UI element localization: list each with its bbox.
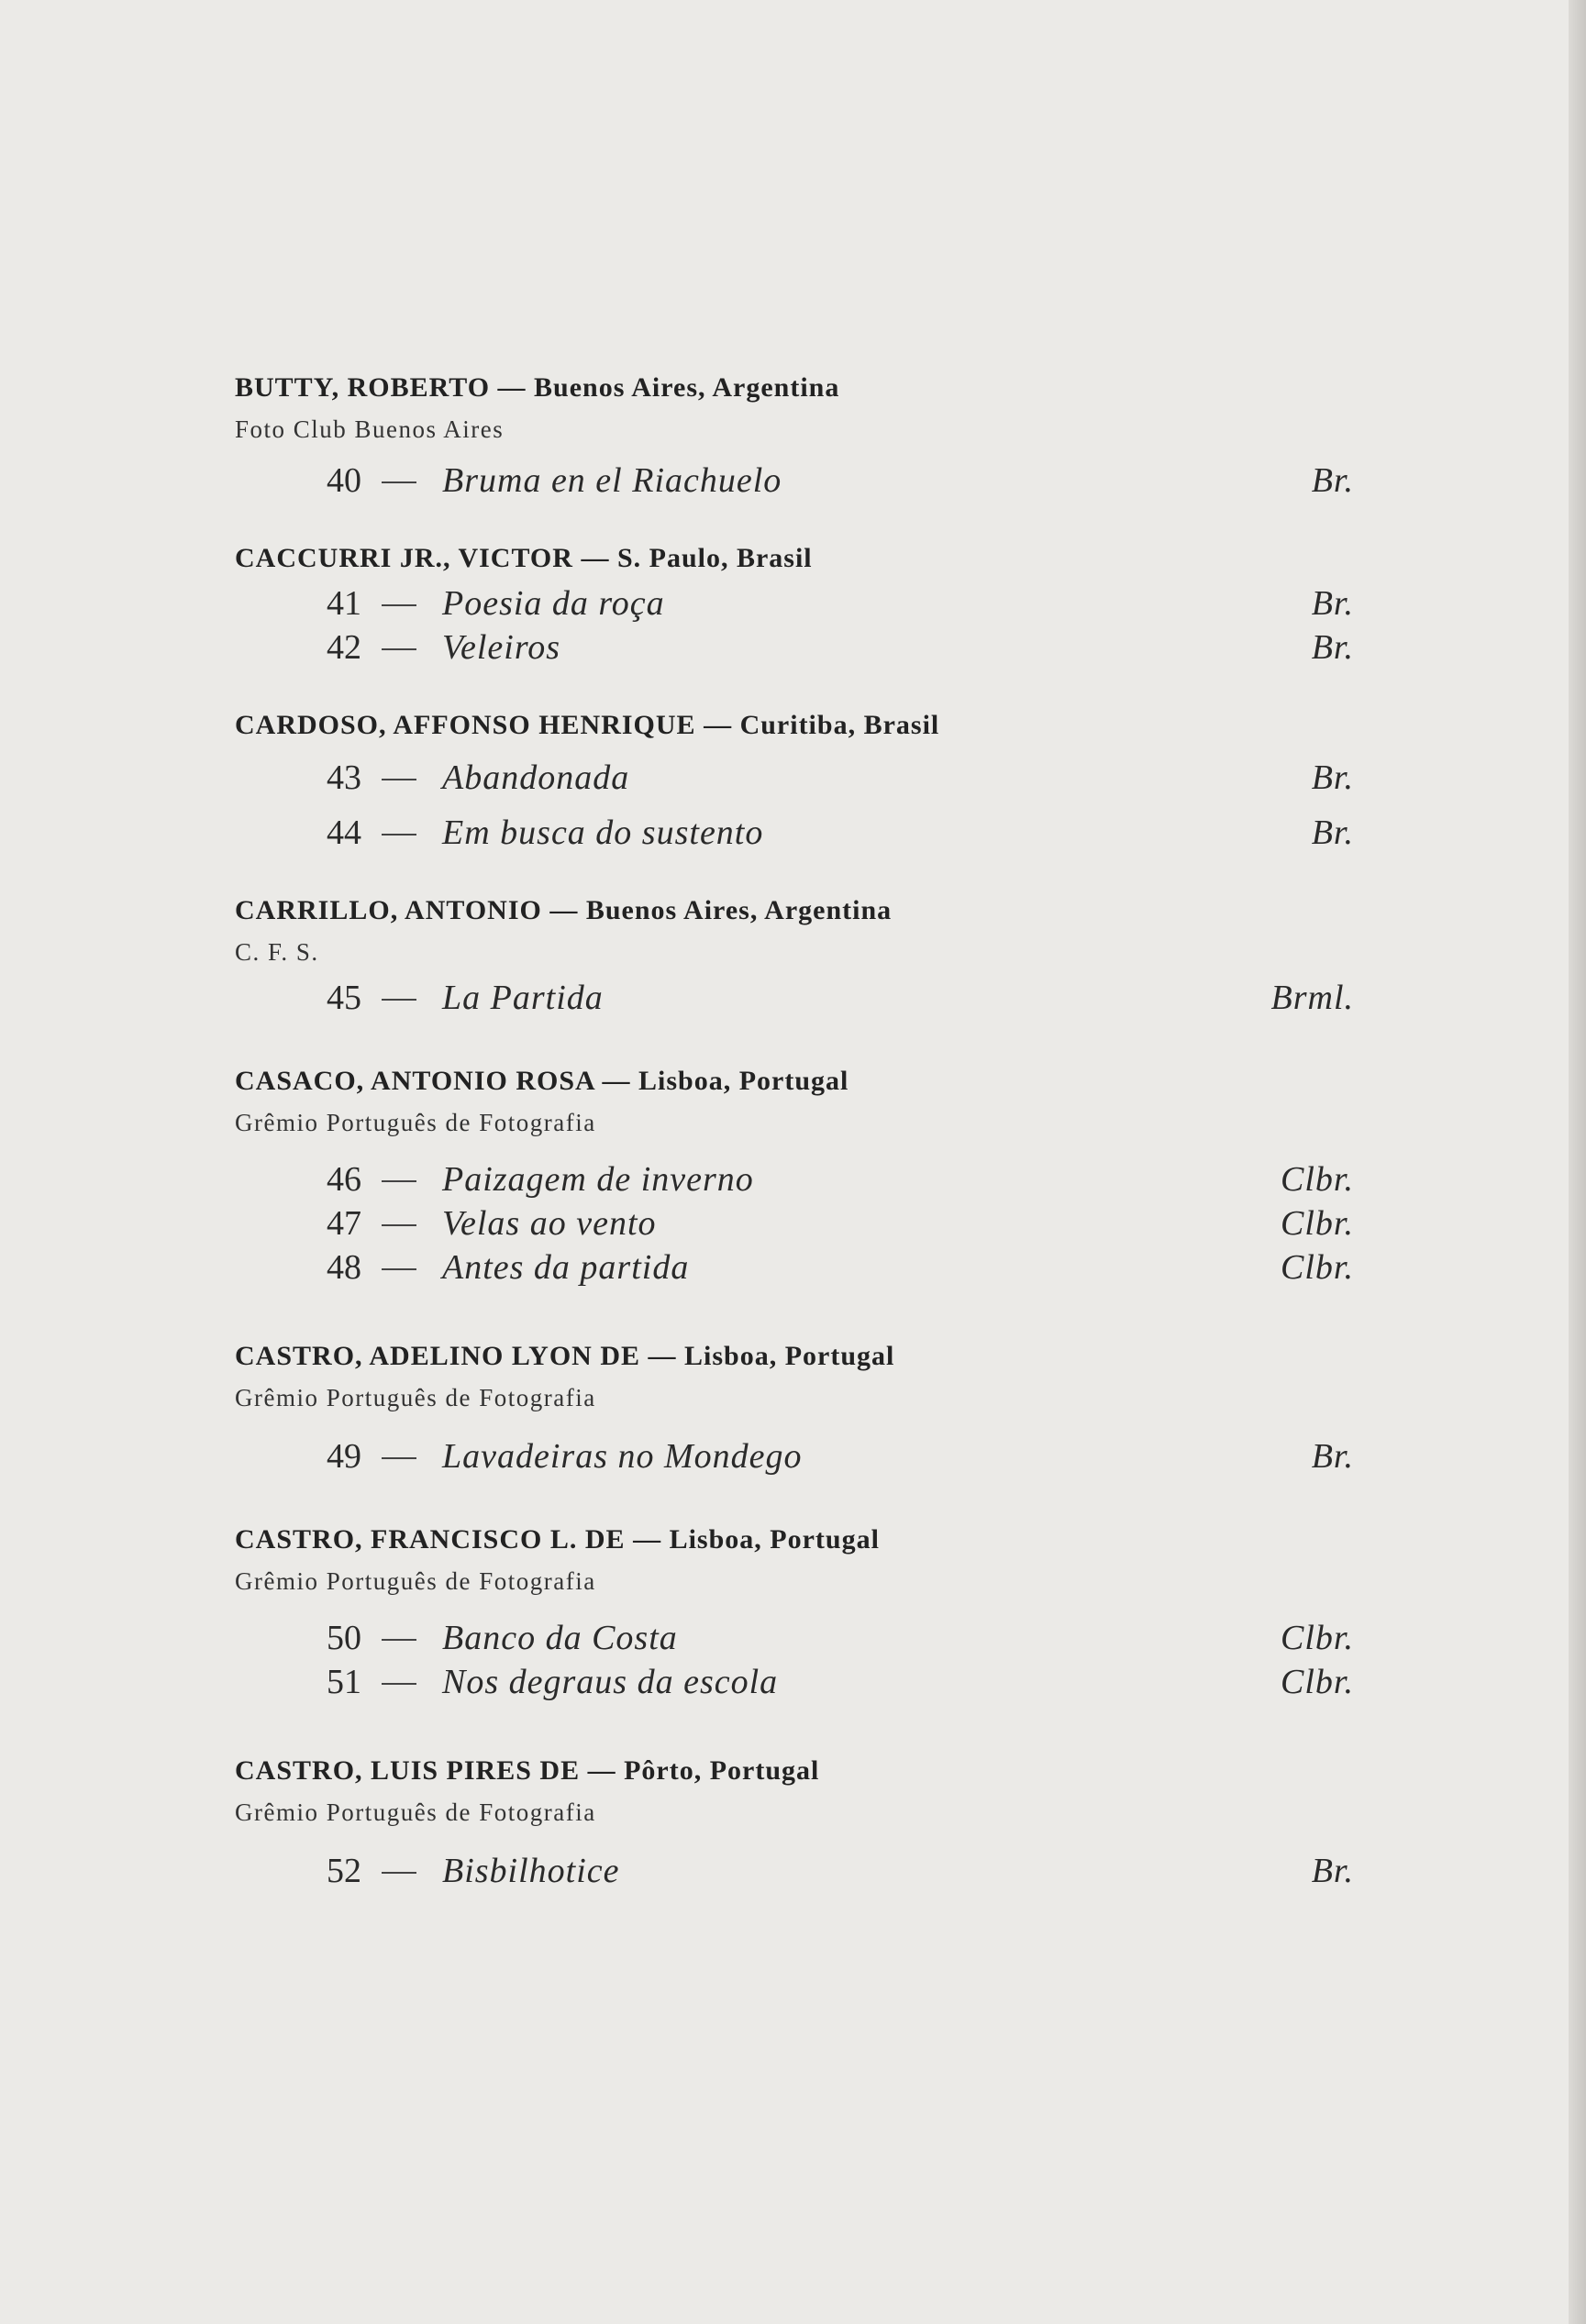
work-row (235, 1616, 1354, 1660)
dash-separator (382, 1683, 416, 1685)
work-process: Clbr. (1281, 1248, 1354, 1287)
dash-separator (382, 1180, 416, 1182)
work-number: 42 (327, 628, 361, 667)
exhibitor-club: Grêmio Português de Fotografia (235, 1109, 596, 1136)
work-row (235, 811, 1354, 855)
work-process: Br. (1311, 461, 1354, 500)
exhibitor-name: CASTRO, ADELINO LYON DE (235, 1341, 640, 1371)
dash-separator (382, 779, 416, 780)
dash-separator (382, 604, 416, 606)
exhibitor-heading: CARRILLO, ANTONIO — Buenos Aires, Argentina (235, 895, 893, 925)
work-title: Velas ao vento (442, 1204, 657, 1243)
work-title: Em busca do sustento (442, 813, 764, 852)
exhibitor-heading: BUTTY, ROBERTO — Buenos Aires, Argentina (235, 372, 840, 403)
work-title: Banco da Costa (442, 1619, 678, 1657)
exhibitor-location: Pôrto, Portugal (624, 1755, 820, 1786)
work-row (235, 459, 1354, 503)
work-row (235, 1201, 1354, 1245)
work-number: 51 (327, 1663, 361, 1701)
exhibitor-entry (235, 1060, 1354, 1289)
dash-separator (382, 1224, 416, 1226)
work-number: 48 (327, 1248, 361, 1287)
exhibitor-name: CARRILLO, ANTONIO (235, 895, 542, 925)
exhibitor-name: CASTRO, FRANCISCO L. DE (235, 1524, 626, 1555)
exhibitor-location: Buenos Aires, Argentina (534, 372, 840, 403)
dash-separator (382, 648, 416, 650)
work-process: Br. (1311, 628, 1354, 667)
exhibitor-club: Grêmio Português de Fotografia (235, 1384, 596, 1411)
dash-separator (382, 481, 416, 483)
work-list (235, 1616, 1354, 1704)
work-list (235, 459, 1354, 503)
work-number: 52 (327, 1852, 361, 1890)
dash-separator (382, 1872, 416, 1874)
exhibitor-entry (235, 367, 1354, 503)
exhibitor-location: S. Paulo, Brasil (616, 543, 813, 573)
work-row (235, 976, 1354, 1020)
work-number: 45 (327, 979, 361, 1017)
work-title: Nos degraus da escola (442, 1663, 779, 1701)
work-number: 47 (327, 1204, 361, 1243)
work-process: Clbr. (1281, 1204, 1354, 1243)
work-row (235, 581, 1354, 625)
exhibitor-entry (235, 1335, 1354, 1478)
work-process: Br. (1311, 1852, 1354, 1890)
work-row (235, 1849, 1354, 1893)
exhibitor-club: Grêmio Português de Fotografia (235, 1798, 596, 1826)
dash-separator (382, 1639, 416, 1641)
work-row (235, 1434, 1354, 1478)
exhibitor-heading: CASTRO, FRANCISCO L. DE — Lisboa, Portugal (235, 1524, 880, 1555)
work-number: 50 (327, 1619, 361, 1657)
exhibitor-entry (235, 1519, 1354, 1704)
work-process: Br. (1311, 813, 1354, 852)
exhibitor-entry (235, 890, 1354, 1020)
work-process: Clbr. (1281, 1160, 1354, 1199)
work-title: La Partida (442, 979, 604, 1017)
work-row (235, 1157, 1354, 1201)
work-process: Br. (1311, 1437, 1354, 1476)
work-title: Antes da partida (442, 1248, 690, 1287)
work-number: 41 (327, 584, 361, 623)
work-row (235, 1245, 1354, 1289)
exhibitor-location: Lisboa, Portugal (684, 1341, 895, 1371)
exhibitor-club: C. F. S. (235, 938, 319, 966)
work-list (235, 1849, 1354, 1893)
work-title: Poesia da roça (442, 584, 665, 623)
exhibitor-location: Lisboa, Portugal (669, 1524, 880, 1555)
exhibitor-location: Lisboa, Portugal (638, 1066, 849, 1096)
work-title: Abandonada (442, 758, 630, 797)
exhibitor-entry (235, 537, 1354, 670)
work-list (235, 976, 1354, 1020)
work-list (235, 1157, 1354, 1289)
exhibitor-location: Buenos Aires, Argentina (585, 895, 893, 925)
work-number: 44 (327, 813, 361, 852)
work-process: Clbr. (1281, 1619, 1354, 1657)
work-title: Lavadeiras no Mondego (442, 1437, 803, 1476)
exhibitor-name: CASACO, ANTONIO ROSA (235, 1066, 595, 1096)
exhibitor-heading: CARDOSO, AFFONSO HENRIQUE — Curitiba, Brasil (235, 710, 940, 740)
exhibitor-heading: CASTRO, LUIS PIRES DE — Pôrto, Portugal (235, 1755, 820, 1786)
dash-separator (382, 1457, 416, 1459)
work-list (235, 581, 1354, 670)
work-process: Br. (1311, 758, 1354, 797)
exhibitor-name: CACCURRI JR., VICTOR (235, 543, 573, 573)
work-list (235, 756, 1354, 855)
work-title: Bisbilhotice (442, 1852, 620, 1890)
exhibitor-location: Curitiba, Brasil (739, 710, 940, 740)
work-number: 43 (327, 758, 361, 797)
exhibitor-entry (235, 704, 1354, 855)
work-number: 40 (327, 461, 361, 500)
exhibitor-name: CASTRO, LUIS PIRES DE (235, 1755, 581, 1786)
exhibitor-club: Grêmio Português de Fotografia (235, 1567, 596, 1595)
work-process: Br. (1311, 584, 1354, 623)
work-process: Brml. (1270, 979, 1354, 1017)
exhibitor-heading: CACCURRI JR., VICTOR — S. Paulo, Brasil (235, 543, 813, 573)
exhibitor-club: Foto Club Buenos Aires (235, 415, 505, 443)
exhibitor-heading: CASTRO, ADELINO LYON DE — Lisboa, Portugal (235, 1341, 895, 1371)
page-edge-shadow (1569, 0, 1586, 2324)
work-row (235, 625, 1354, 670)
dash-separator (382, 1268, 416, 1270)
work-title: Bruma en el Riachuelo (442, 461, 782, 500)
dash-separator (382, 834, 416, 836)
exhibitor-name: BUTTY, ROBERTO (235, 372, 491, 403)
work-title: Paizagem de inverno (442, 1160, 754, 1199)
exhibitor-entry (235, 1750, 1354, 1893)
work-row (235, 1660, 1354, 1704)
exhibitor-heading: CASACO, ANTONIO ROSA — Lisboa, Portugal (235, 1066, 849, 1096)
dash-separator (382, 999, 416, 1001)
exhibitor-name: CARDOSO, AFFONSO HENRIQUE (235, 710, 696, 740)
work-process: Clbr. (1281, 1663, 1354, 1701)
work-list (235, 1434, 1354, 1478)
work-number: 46 (327, 1160, 361, 1199)
exhibitor-catalog (235, 367, 1354, 1893)
work-row (235, 756, 1354, 811)
work-title: Veleiros (442, 628, 561, 667)
work-number: 49 (327, 1437, 361, 1476)
